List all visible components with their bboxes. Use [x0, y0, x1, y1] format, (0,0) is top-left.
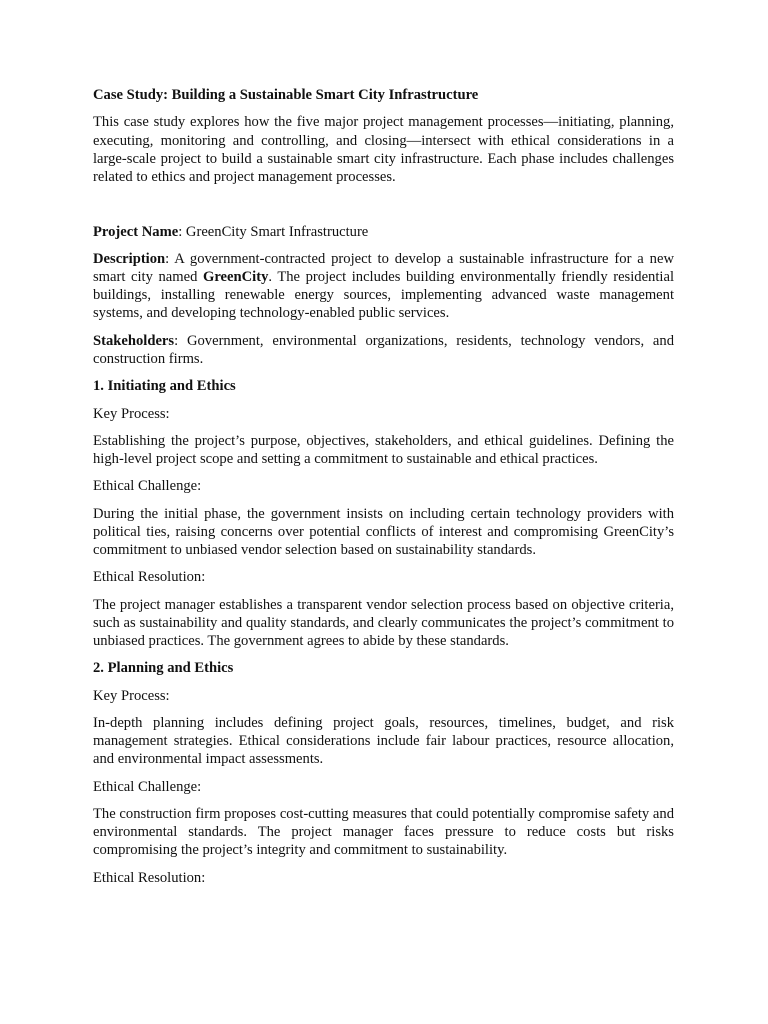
project-name-paragraph [93, 223, 674, 241]
ethical-resolution-text: The project manager establishes a transparent vendor selection process based on objective criteria, such as sustainability and quality standards, and clearly communicates the project’s commitment to unbiased practices. The government agrees to abide by these standards. [93, 596, 674, 649]
key-process-label: Key Process: [93, 687, 170, 704]
document-page [93, 86, 674, 896]
document-title: Case Study: Building a Sustainable Smart City Infrastructure [93, 87, 479, 103]
description-paragraph [93, 250, 674, 323]
ethical-challenge-label: Ethical Challenge: [93, 778, 202, 795]
section-heading-planning: 2. Planning and Ethics [93, 660, 234, 677]
section-heading-initiating: 1. Initiating and Ethics [93, 378, 236, 395]
intro-paragraph: This case study explores how the five major project management processes—initiating, planning, executing, monitoring and controlling, and closing—intersect with ethical considerations in a large-scale project to build a sustainable smart city infrastructure. Each phase includes challenges related to ethics and project management processes. [93, 114, 674, 185]
key-process-text: Establishing the project’s purpose, objectives, stakeholders, and ethical guidelines. Defining the high-level project scope and setting a commitment to sustainable and ethical practices. [93, 432, 674, 467]
greencity-name: GreenCity [202, 269, 269, 285]
description-label: Description [93, 250, 166, 267]
ethical-resolution-label: Ethical Resolution: [93, 569, 206, 586]
ethical-resolution-label: Ethical Resolution: [93, 869, 206, 886]
stakeholders-value: : Government, environmental organizations, residents, technology vendors, and construction firms. [93, 332, 674, 367]
stakeholders-label: Stakeholders [93, 332, 175, 349]
project-name-label: Project Name [93, 223, 179, 240]
stakeholders-paragraph [93, 332, 674, 368]
description-text-post: . The project includes building environmentally friendly residential buildings, installing renewable energy sources, implementing advanced waste management systems, and developing technology-enabled public services. [93, 269, 674, 322]
key-process-text: In-depth planning includes defining project goals, resources, timelines, budget, and risk management strategies. Ethical considerations include fair labour practices, resource allocation, and environmental impact assessments. [93, 714, 674, 768]
ethical-challenge-label: Ethical Challenge: [93, 478, 202, 495]
project-name-value: : GreenCity Smart Infrastructure [178, 223, 369, 240]
description-text-pre: : A government-contracted project to develop a sustainable infrastructure for a new smart city named [93, 250, 674, 285]
ethical-challenge-text: During the initial phase, the government insists on including certain technology providers with political ties, raising concerns over potential conflicts of interest and compromising GreenCity’s commitment to unbiased vendor selection based on sustainability standards. [93, 505, 674, 558]
key-process-label: Key Process: [93, 405, 170, 422]
spacer [93, 195, 674, 222]
ethical-challenge-text: The construction firm proposes cost-cutting measures that could potentially compromise safety and environmental standards. The project manager faces pressure to reduce costs but risks compromising the project’s integrity and commitment to sustainability. [93, 805, 674, 859]
